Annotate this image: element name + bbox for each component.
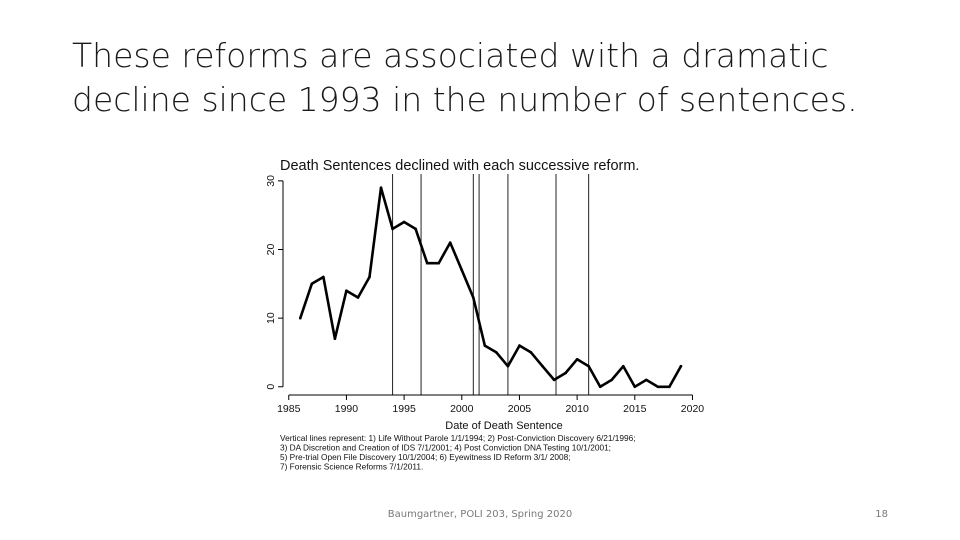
data-point-2010: [576, 358, 579, 361]
data-point-2002: [484, 344, 487, 347]
data-point-1993: [380, 186, 383, 189]
x-tick-label-1985: 1985: [277, 403, 301, 415]
data-point-2013: [610, 379, 613, 382]
x-tick-label-2015: 2015: [623, 403, 647, 415]
x-tick-label-2005: 2005: [507, 403, 532, 415]
data-point-2004: [507, 365, 510, 368]
y-tick-label-0: 0: [265, 383, 277, 390]
chart-note-3: 5) Pre-trial Open File Discovery 10/1/2004; 6) Eyewitness ID Reform 3/1/ 2008;: [280, 452, 571, 462]
data-point-1990: [345, 289, 348, 292]
data-point-1994: [391, 228, 394, 231]
title-line-1: These reforms are associated with a dramatic: [72, 36, 829, 75]
data-point-1988: [322, 276, 325, 279]
data-point-2019: [680, 365, 683, 368]
data-point-2005: [518, 344, 521, 347]
data-point-2001: [472, 296, 475, 299]
data-point-1999: [449, 241, 452, 244]
x-tick-label-2020: 2020: [680, 403, 705, 415]
data-point-2006: [530, 351, 533, 354]
axes: [265, 175, 704, 415]
series: [299, 186, 682, 388]
title-line-2: decline since 1993 in the number of sentences.: [72, 80, 858, 119]
data-point-1989: [334, 337, 337, 340]
data-point-2012: [599, 385, 602, 388]
data-point-1992: [368, 276, 371, 279]
data-point-2000: [460, 269, 463, 272]
data-point-1996: [414, 228, 417, 231]
y-tick-label-30: 30: [265, 175, 277, 187]
data-point-2015: [633, 385, 636, 388]
data-point-2018: [668, 385, 671, 388]
data-point-1991: [357, 296, 360, 299]
data-point-2011: [587, 365, 590, 368]
x-tick-label-1990: 1990: [334, 403, 359, 415]
x-tick-label-2010: 2010: [565, 403, 589, 415]
data-point-2008: [553, 379, 556, 382]
chart-title: Death Sentences declined with each successive reform.: [280, 158, 640, 174]
x-tick-label-1995: 1995: [392, 403, 416, 415]
data-point-2009: [564, 372, 567, 375]
y-tick-label-20: 20: [265, 243, 277, 256]
x-axis-label: Date of Death Sentence: [445, 420, 563, 432]
data-point-2016: [645, 379, 648, 382]
data-point-1987: [311, 283, 314, 286]
death-sentences-line: [300, 188, 681, 387]
death-sentences-chart: [252, 150, 722, 480]
reform-lines: [393, 174, 589, 395]
data-point-2003: [495, 351, 498, 354]
slide-footer: Baumgartner, POLI 203, Spring 2020: [387, 509, 573, 520]
slide-title: [72, 34, 932, 122]
chart-note-1: Vertical lines represent: 1) Life Without Parole 1/1/1994; 2) Post-Conviction Discovery 6/21/1996;: [280, 433, 636, 443]
data-point-1998: [437, 262, 440, 265]
data-point-1995: [403, 221, 406, 224]
x-tick-label-2000: 2000: [450, 403, 474, 415]
data-point-2017: [657, 385, 660, 388]
chart-note-4: 7) Forensic Science Reforms 7/1/2011.: [280, 461, 424, 472]
page-number: 18: [875, 509, 888, 520]
chart-note-2: 3) DA Discretion and Creation of IDS 7/1/2001; 4) Post Conviction DNA Testing 10/1/2001;: [280, 442, 611, 453]
y-tick-label-10: 10: [265, 312, 277, 324]
data-point-1997: [426, 262, 429, 265]
data-point-1986: [299, 317, 302, 320]
data-point-2014: [622, 365, 625, 368]
data-point-2007: [541, 365, 544, 368]
